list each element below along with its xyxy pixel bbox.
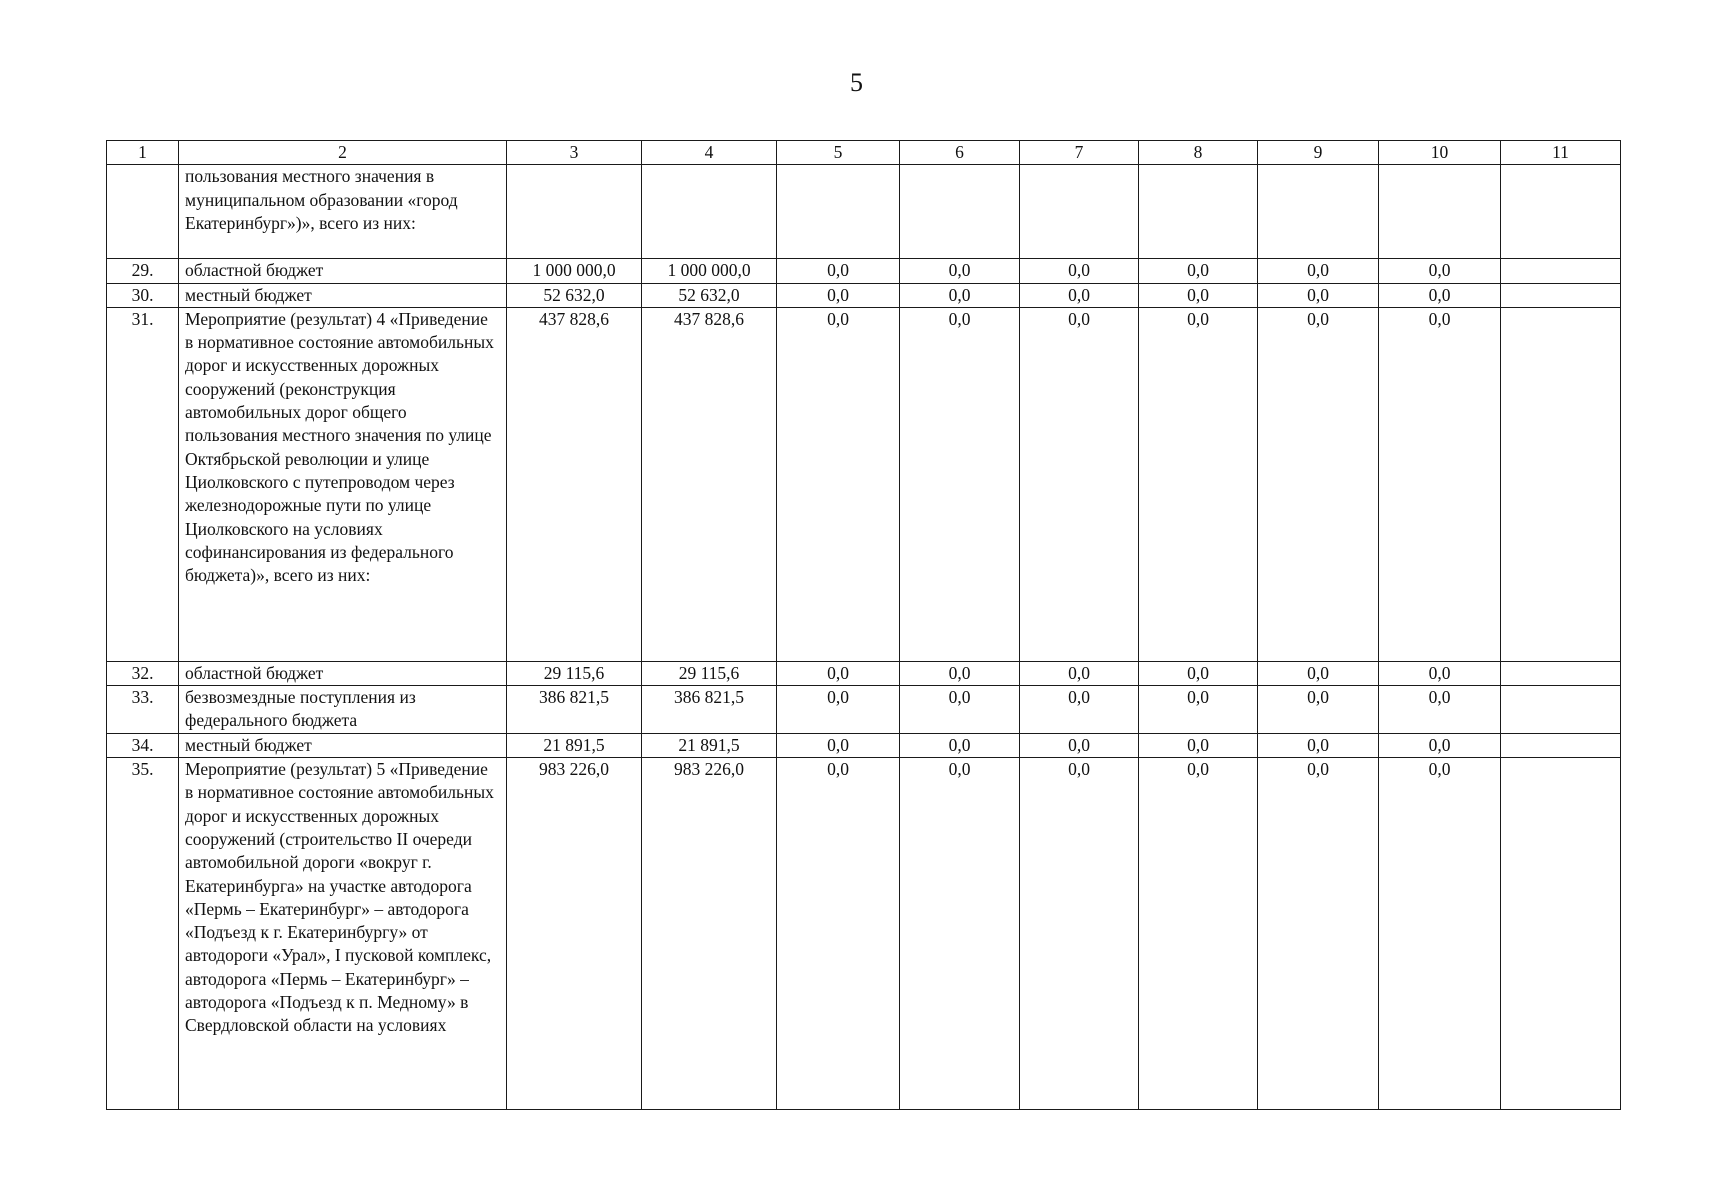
cell-col-8: 0,0 [1139, 283, 1258, 307]
cell-col-11 [1501, 283, 1621, 307]
row-description: областной бюджет [179, 661, 507, 685]
cell-col-7: 0,0 [1020, 686, 1139, 734]
cell-col-3 [507, 165, 642, 259]
column-header: 9 [1258, 141, 1379, 165]
cell-col-6: 0,0 [900, 661, 1020, 685]
row-description: пользования местного значения в муниципальном образовании «город Екатеринбург»)», всего из них: [179, 165, 507, 259]
row-number: 34. [107, 733, 179, 757]
cell-col-4: 386 821,5 [642, 686, 777, 734]
column-header: 5 [777, 141, 900, 165]
cell-col-4: 1 000 000,0 [642, 259, 777, 283]
cell-col-5: 0,0 [777, 307, 900, 661]
cell-col-11 [1501, 686, 1621, 734]
row-number [107, 165, 179, 259]
column-header: 8 [1139, 141, 1258, 165]
cell-col-4: 29 115,6 [642, 661, 777, 685]
cell-col-5 [777, 165, 900, 259]
row-description: местный бюджет [179, 283, 507, 307]
cell-col-8: 0,0 [1139, 259, 1258, 283]
table-row [107, 733, 1621, 757]
cell-col-7: 0,0 [1020, 758, 1139, 1110]
cell-col-5: 0,0 [777, 661, 900, 685]
cell-col-10: 0,0 [1379, 283, 1501, 307]
cell-col-3: 52 632,0 [507, 283, 642, 307]
cell-col-5: 0,0 [777, 758, 900, 1110]
cell-col-3: 21 891,5 [507, 733, 642, 757]
cell-col-3: 983 226,0 [507, 758, 642, 1110]
cell-col-11 [1501, 661, 1621, 685]
column-header: 2 [179, 141, 507, 165]
cell-col-10: 0,0 [1379, 661, 1501, 685]
row-description: местный бюджет [179, 733, 507, 757]
row-number: 29. [107, 259, 179, 283]
cell-col-11 [1501, 259, 1621, 283]
row-number: 32. [107, 661, 179, 685]
table-row [107, 686, 1621, 734]
cell-col-4: 437 828,6 [642, 307, 777, 661]
row-description: областной бюджет [179, 259, 507, 283]
cell-col-8: 0,0 [1139, 733, 1258, 757]
cell-col-10: 0,0 [1379, 686, 1501, 734]
cell-col-4: 52 632,0 [642, 283, 777, 307]
cell-col-3: 437 828,6 [507, 307, 642, 661]
header-row [107, 141, 1621, 165]
page-number: 5 [850, 68, 863, 97]
column-header: 1 [107, 141, 179, 165]
row-description: безвозмездные поступления из федерального бюджета [179, 686, 507, 734]
row-description: Мероприятие (результат) 5 «Приведение в нормативное состояние автомобильных дорог и искусственных дорожных сооружений (строительство II очереди автомобильной дороги «вокруг г. Екатеринбурга» на участке автодорога «Пермь – Екатеринбург» – автодорога «Подъезд к г. Екатеринбургу» от автодороги «Урал», I пусковой комплекс, автодорога «Пермь – Екатеринбург» – автодорога «Подъезд к п. Медному» в Свердловской области на условиях [179, 758, 507, 1110]
cell-col-8: 0,0 [1139, 686, 1258, 734]
cell-col-7: 0,0 [1020, 259, 1139, 283]
cell-col-9: 0,0 [1258, 307, 1379, 661]
cell-col-6 [900, 165, 1020, 259]
cell-col-8: 0,0 [1139, 307, 1258, 661]
cell-col-7: 0,0 [1020, 307, 1139, 661]
column-header: 11 [1501, 141, 1621, 165]
cell-col-9: 0,0 [1258, 661, 1379, 685]
cell-col-6: 0,0 [900, 307, 1020, 661]
cell-col-6: 0,0 [900, 733, 1020, 757]
cell-col-4 [642, 165, 777, 259]
cell-col-6: 0,0 [900, 758, 1020, 1110]
column-header: 6 [900, 141, 1020, 165]
cell-col-9 [1258, 165, 1379, 259]
cell-col-5: 0,0 [777, 733, 900, 757]
cell-col-3: 386 821,5 [507, 686, 642, 734]
cell-col-6: 0,0 [900, 686, 1020, 734]
table-row [107, 283, 1621, 307]
table-row [107, 259, 1621, 283]
cell-col-9: 0,0 [1258, 758, 1379, 1110]
table-row [107, 307, 1621, 661]
cell-col-6: 0,0 [900, 283, 1020, 307]
cell-col-9: 0,0 [1258, 259, 1379, 283]
column-header: 3 [507, 141, 642, 165]
cell-col-9: 0,0 [1258, 686, 1379, 734]
row-number: 33. [107, 686, 179, 734]
table-row [107, 661, 1621, 685]
cell-col-4: 983 226,0 [642, 758, 777, 1110]
cell-col-11 [1501, 165, 1621, 259]
cell-col-5: 0,0 [777, 686, 900, 734]
cell-col-10: 0,0 [1379, 758, 1501, 1110]
cell-col-11 [1501, 307, 1621, 661]
table-row [107, 758, 1621, 1110]
cell-col-7: 0,0 [1020, 283, 1139, 307]
cell-col-8: 0,0 [1139, 661, 1258, 685]
row-description: Мероприятие (результат) 4 «Приведение в нормативное состояние автомобильных дорог и искусственных дорожных сооружений (реконструкция автомобильных дорог общего пользования местного значения по улице Октябрьской революции и улице Циолковского с путепроводом через железнодорожные пути по улице Циолковского на условиях софинансирования из федерального бюджета)», всего из них: [179, 307, 507, 661]
column-header: 7 [1020, 141, 1139, 165]
cell-col-3: 1 000 000,0 [507, 259, 642, 283]
cell-col-7: 0,0 [1020, 733, 1139, 757]
cell-col-10: 0,0 [1379, 733, 1501, 757]
column-header: 10 [1379, 141, 1501, 165]
cell-col-4: 21 891,5 [642, 733, 777, 757]
cell-col-10: 0,0 [1379, 259, 1501, 283]
cell-col-11 [1501, 758, 1621, 1110]
column-header: 4 [642, 141, 777, 165]
row-number: 30. [107, 283, 179, 307]
cell-col-8: 0,0 [1139, 758, 1258, 1110]
cell-col-5: 0,0 [777, 283, 900, 307]
cell-col-10 [1379, 165, 1501, 259]
cell-col-8 [1139, 165, 1258, 259]
budget-table [106, 140, 1621, 1110]
cell-col-7: 0,0 [1020, 661, 1139, 685]
table-row [107, 165, 1621, 259]
cell-col-10: 0,0 [1379, 307, 1501, 661]
cell-col-11 [1501, 733, 1621, 757]
cell-col-3: 29 115,6 [507, 661, 642, 685]
row-number: 31. [107, 307, 179, 661]
cell-col-9: 0,0 [1258, 283, 1379, 307]
cell-col-6: 0,0 [900, 259, 1020, 283]
cell-col-9: 0,0 [1258, 733, 1379, 757]
row-number: 35. [107, 758, 179, 1110]
cell-col-5: 0,0 [777, 259, 900, 283]
cell-col-7 [1020, 165, 1139, 259]
